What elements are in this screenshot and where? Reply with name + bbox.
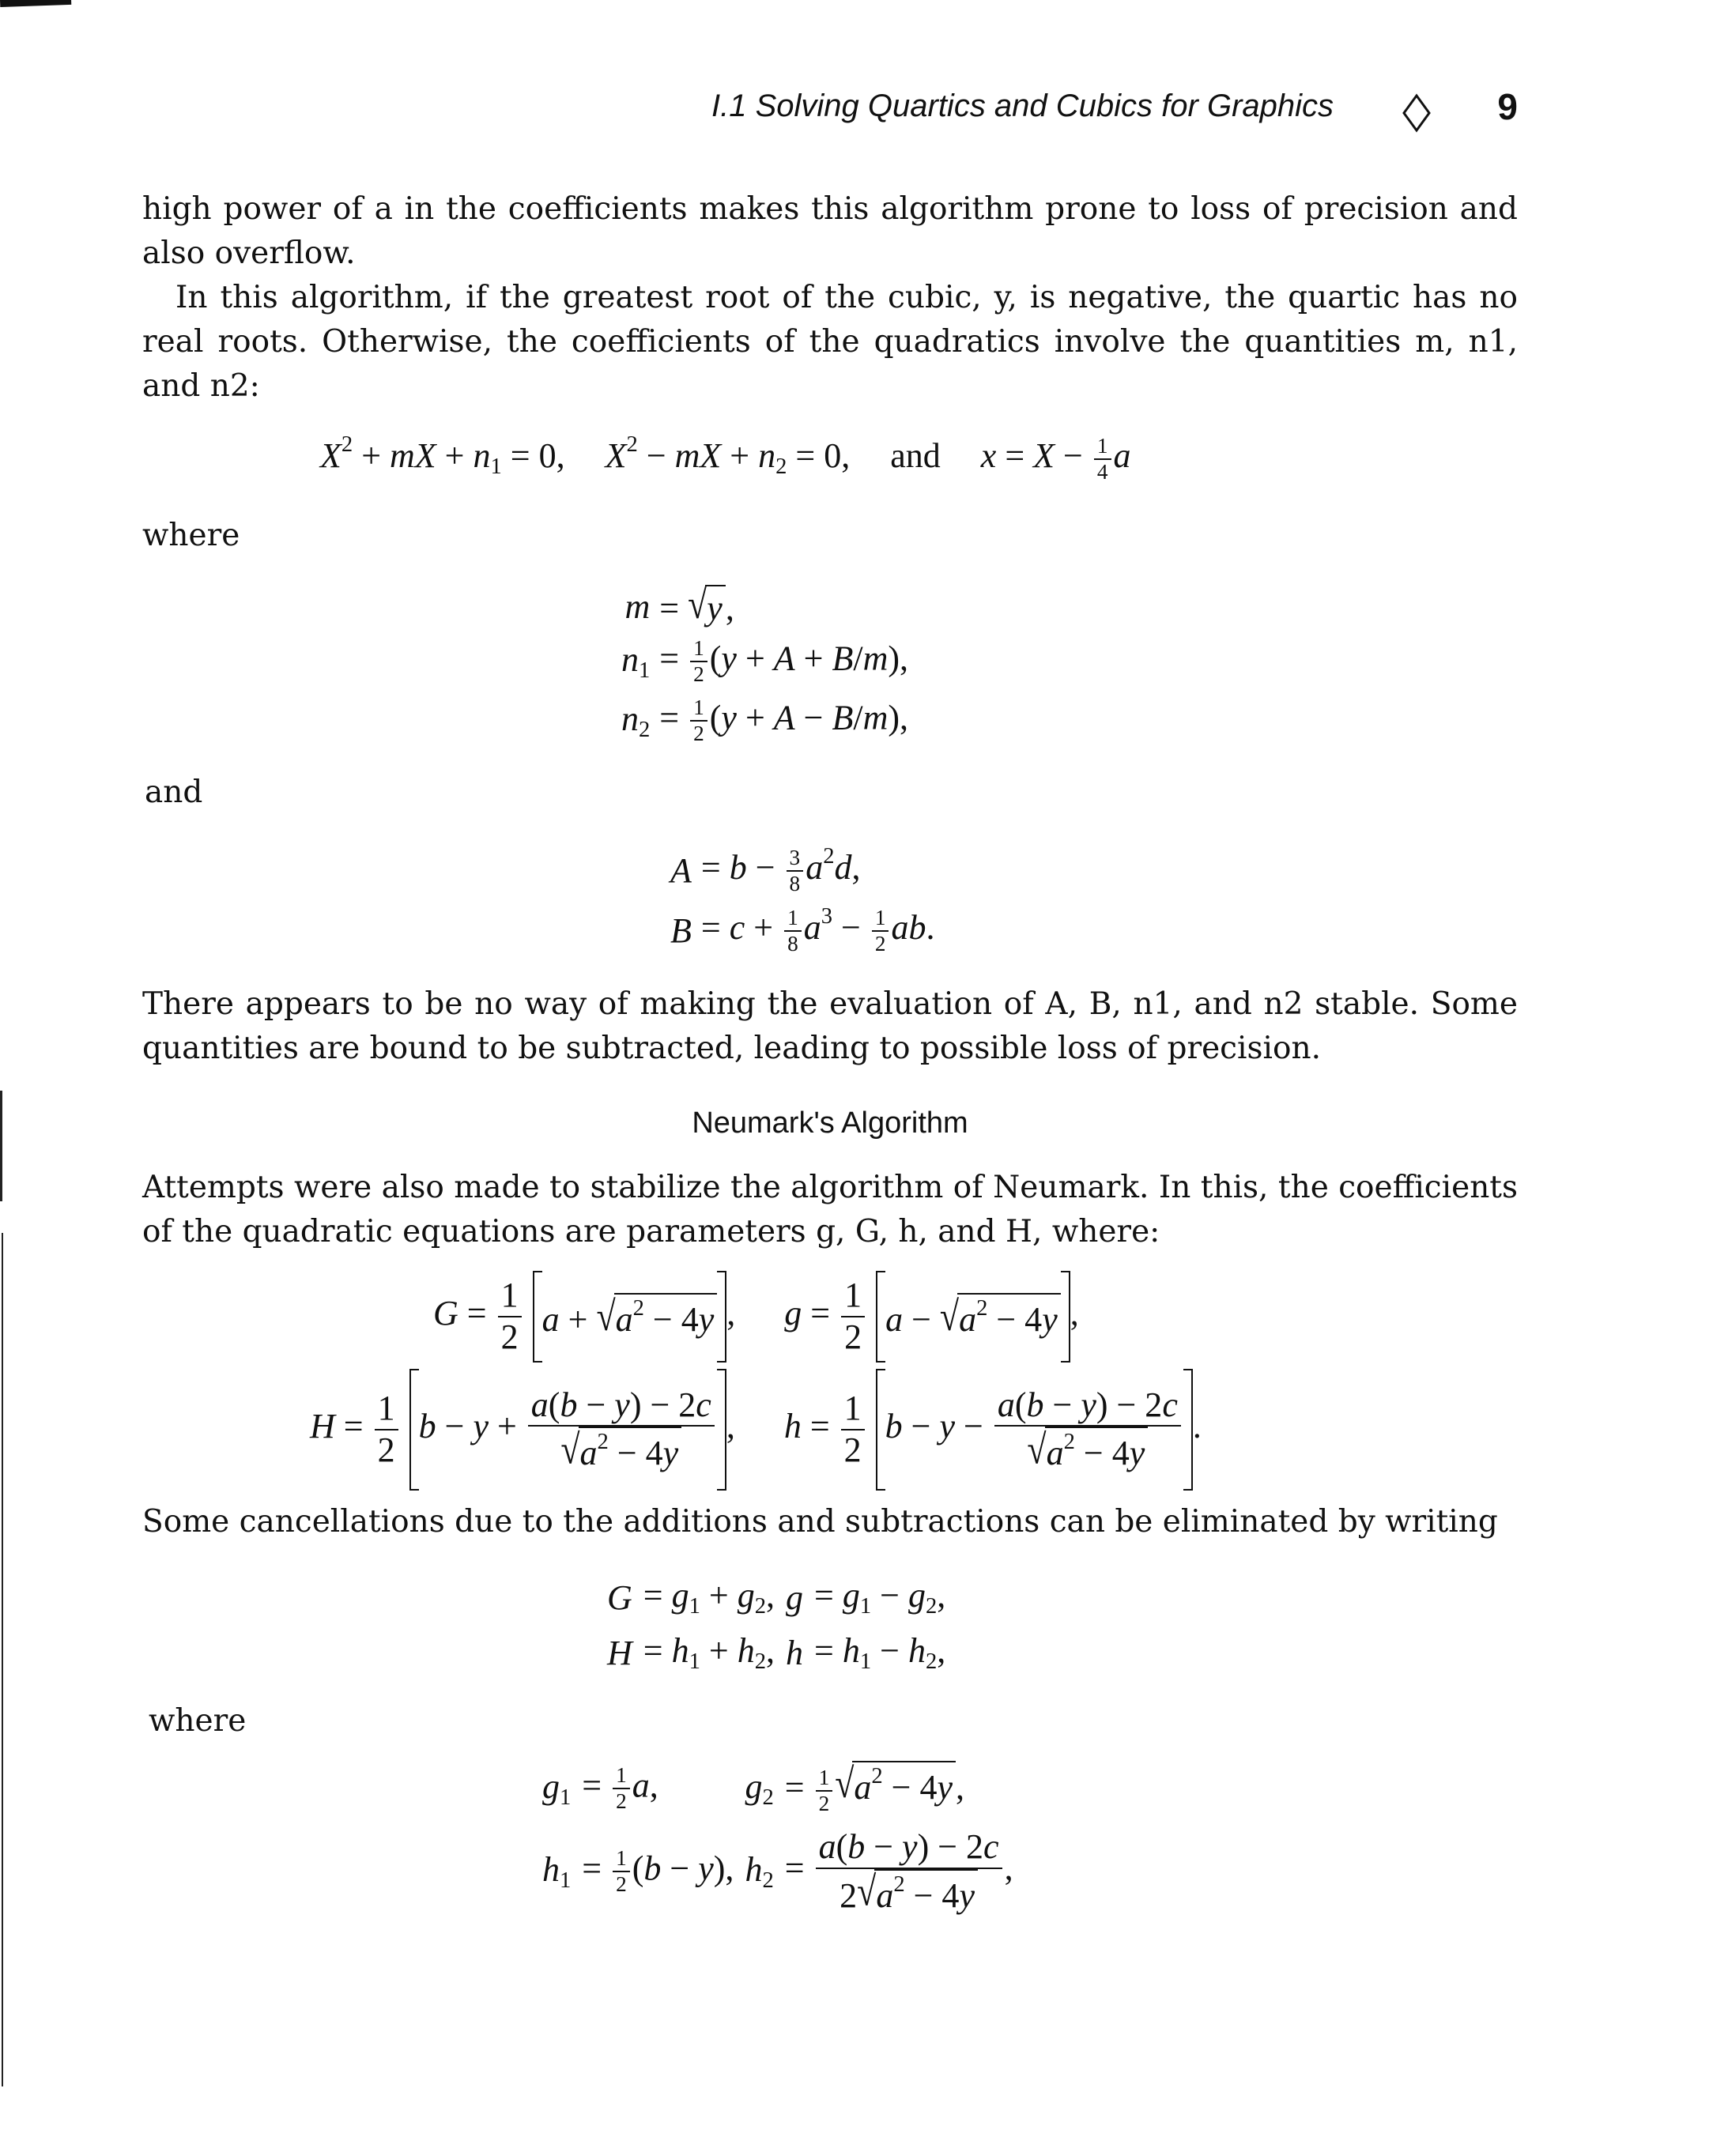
equation-H-h: H = $\frac{1}{2}$ b − y + $\frac{a(b - y) - 2c}{√a^2 - 4y}$ , h = $\frac{1}{2}$ b − y − $\frac{a(b - y) - 2c}{√a^2 - 4y}$ . bbox=[310, 1369, 1202, 1491]
equation-quadratics: $X^2$ + mX + $n_1 = 0$, $X^2$ − mX + $n_2 = 0$, and x = X − $\frac{1}{4}$ a bbox=[320, 432, 1131, 484]
running-title: I.1 Solving Quartics and Cubics for Graphics bbox=[711, 89, 1334, 123]
paragraph-cancellations: Some cancellations due to the additions and subtractions can be eliminated by writing bbox=[142, 1504, 1498, 1540]
paragraph-continuation: high power of a in the coefficients makes this algorithm prone to loss of precision and also overflow. bbox=[142, 191, 1518, 271]
diamond-icon bbox=[1402, 93, 1432, 133]
paragraph-stability: There appears to be no way of making the evaluation of A, B, n1, and n2 stable. Some quantities are bound to be subtracted, leading to possible loss of precision. bbox=[142, 986, 1518, 1066]
label-and: and bbox=[145, 775, 203, 810]
label-where: where bbox=[142, 518, 240, 553]
equation-block-parts: $g_1$ = $\frac{1}{2}$ a, $g_2$ = $\frac{1}{2}$ $√a^2 - 4y$, $h_1$ = $\frac{1}{2}$ (b − y), $h_2$ = $\frac{a(b - y) - 2c}{2√a^2 - 4y}$ , bbox=[542, 1760, 1013, 1915]
equation-G-g: G = $\frac{1}{2}$ $a + √a^2 - 4y$ , g = $\frac{1}{2}$ $a - √a^2 - 4y$ , bbox=[433, 1271, 1079, 1363]
paragraph-neumark: Attempts were also made to stabilize the algorithm of Neumark. In this, the coefficients of the quadratic equations are parameters g, G, h, and H, where: bbox=[142, 1170, 1518, 1250]
running-header bbox=[711, 85, 1518, 141]
paragraph-greatest-root: In this algorithm, if the greatest root of the cubic, y, is negative, the quartic has no real roots. Otherwise, the coefficients of the quadratics involve the quantities m, n1, and n2: bbox=[142, 280, 1518, 404]
scan-artifact bbox=[0, 0, 71, 7]
scan-edge-line bbox=[0, 1091, 2, 1201]
equation-block-m-n: m = √y, $n_1$ = $\frac{1}{2}$ (y + A + B/m), $n_2$ = $\frac{1}{2}$ (y + A − B/m), bbox=[621, 581, 909, 746]
equation-block-A-B: A = b − $\frac{3}{8}$ $a^2d$, B = c + $\frac{1}{8}$ $a^3$ − $\frac{1}{2}$ ab. bbox=[670, 844, 935, 956]
label-where-2: where bbox=[149, 1703, 247, 1739]
page-number: 9 bbox=[1497, 86, 1518, 127]
equation-block-split: G = $g_1 + g_2$, g = $g_1 - g_2$, H = $h_1 + h_2$, h = $h_1 - h_2$, bbox=[607, 1576, 946, 1674]
section-heading: Neumark's Algorithm bbox=[692, 1106, 968, 1140]
scan-edge-line bbox=[2, 1233, 3, 2086]
